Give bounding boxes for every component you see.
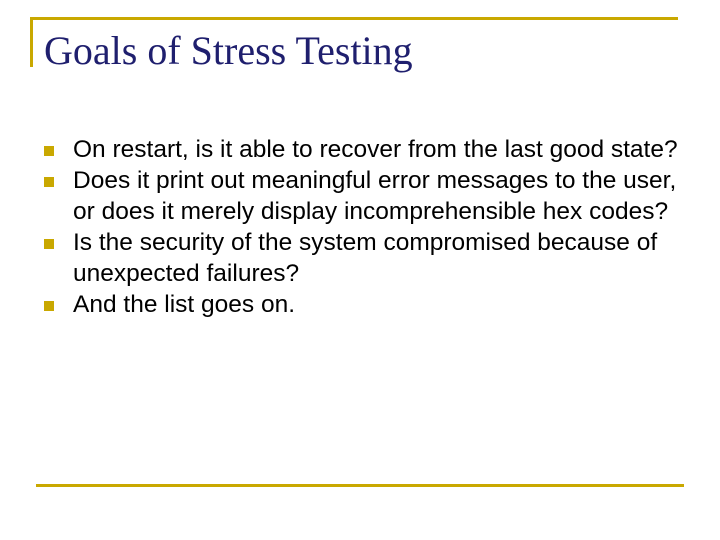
footer-rule: [36, 484, 684, 487]
square-bullet-icon: [44, 301, 54, 311]
bullet-item: [44, 134, 684, 165]
bullet-text: And the list goes on.: [73, 291, 296, 318]
bullet-item: [44, 227, 684, 289]
bullet-item: [44, 289, 684, 320]
square-bullet-icon: [44, 177, 54, 187]
square-bullet-icon: [44, 239, 54, 249]
bullet-text: Does it print out meaningful error messages to the user, or does it merely display incomprehensible hex codes?: [73, 167, 677, 225]
bullet-text: Is the security of the system compromised because of unexpected failures?: [73, 229, 658, 287]
bullet-text: On restart, is it able to recover from the last good state?: [73, 136, 678, 163]
title-frame-top-line: [30, 17, 678, 20]
square-bullet-icon: [44, 146, 54, 156]
title-frame-left-line: [30, 17, 33, 67]
bullet-list: [44, 134, 684, 320]
bullet-item: [44, 165, 684, 227]
slide-title: Goals of Stress Testing: [44, 28, 413, 73]
